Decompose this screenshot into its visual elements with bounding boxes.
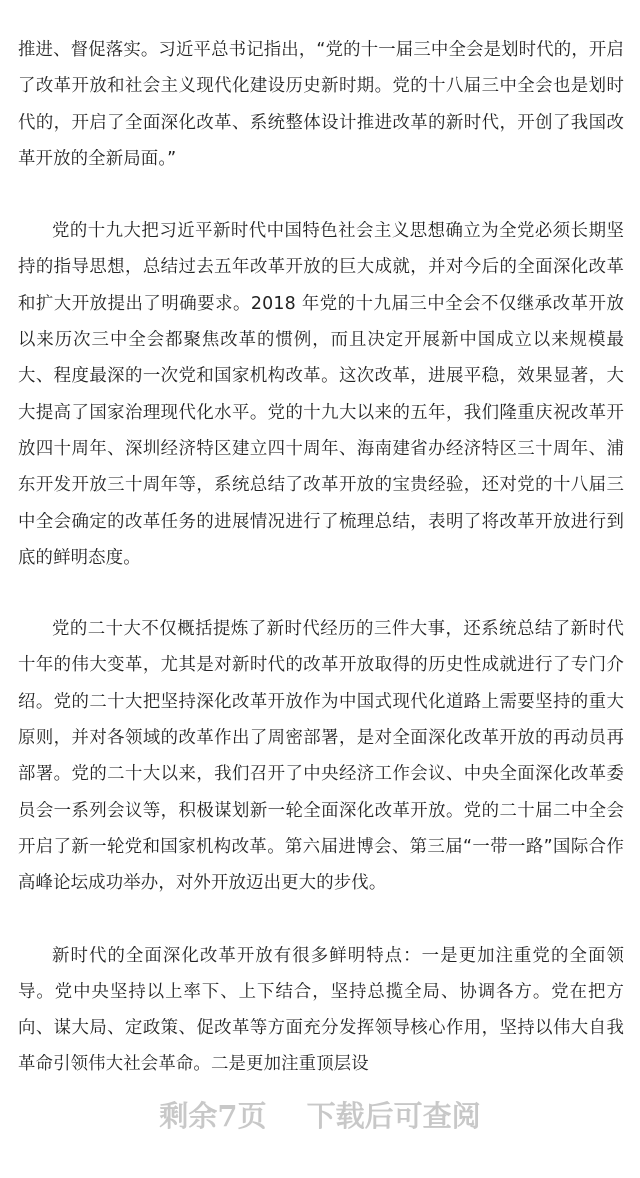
download-prompt[interactable] (0, 1092, 640, 1140)
remaining-pages-label: 剩余7页 (159, 1099, 267, 1133)
paragraph-3: 党的二十大不仅概括提炼了新时代经历的三件大事，还系统总结了新时代十年的伟大变革，尤其是对新时代的改革开放取得的历史性成就进行了专门介绍。党的二十大把坚持深化改革开放作为中国式现代化道路上需要坚持的重大原则，并对各领域的改革作出了周密部署，是对全面深化改革开放的再动员再部署。党的二十大以来，我们召开了中央经济工作会议、中央全面深化改革委员会一系列会议等，积极谋划新一轮全面深化改革开放。党的二十届二中全会开启了新一轮党和国家机构改革。第六届进博会、第三届“一带一路”国际合作高峰论坛成功举办，对外开放迈出更大的步伐。 (18, 619, 624, 894)
document-body (18, 32, 624, 1083)
paragraph-4: 新时代的全面深化改革开放有很多鲜明特点：一是更加注重党的全面领导。党中央坚持以上率下、上下结合，坚持总揽全局、协调各方。党在把方向、谋大局、定政策、促改革等方面充分发挥领导核心作用，坚持以伟大自我革命引领伟大社会革命。二是更加注重顶层设 (18, 945, 624, 1075)
paragraph-1: 推进、督促落实。习近平总书记指出，“党的十一届三中全会是划时代的，开启了改革开放和社会主义现代化建设历史新时期。党的十八届三中全会也是划时代的，开启了全面深化改革、系统整体设计推进改革的新时代，开创了我国改革开放的全新局面。” (18, 40, 624, 169)
paragraph-2: 党的十九大把习近平新时代中国特色社会主义思想确立为全党必须长期坚持的指导思想，总结过去五年改革开放的巨大成就，并对今后的全面深化改革和扩大开放提出了明确要求。2018 年党的十九届三中全会不仅继承改革开放以来历次三中全会都聚焦改革的惯例，而且决定开展新中国成立以来规模最大、程度最深的一次党和国家机构改革。这次改革，进展平稳，效果显著，大大提高了国家治理现代化水平。党的十九大以来的五年，我们隆重庆祝改革开放四十周年、深圳经济特区建立四十周年、海南建省办经济特区三十周年、浦东开发开放三十周年等，系统总结了改革开放的宝贵经验，还对党的十八届三中全会确定的改革任务的进展情况进行了梳理总结，表明了将改革开放进行到底的鲜明态度。 (18, 221, 624, 568)
download-to-read-label: 下载后可查阅 (306, 1099, 481, 1133)
